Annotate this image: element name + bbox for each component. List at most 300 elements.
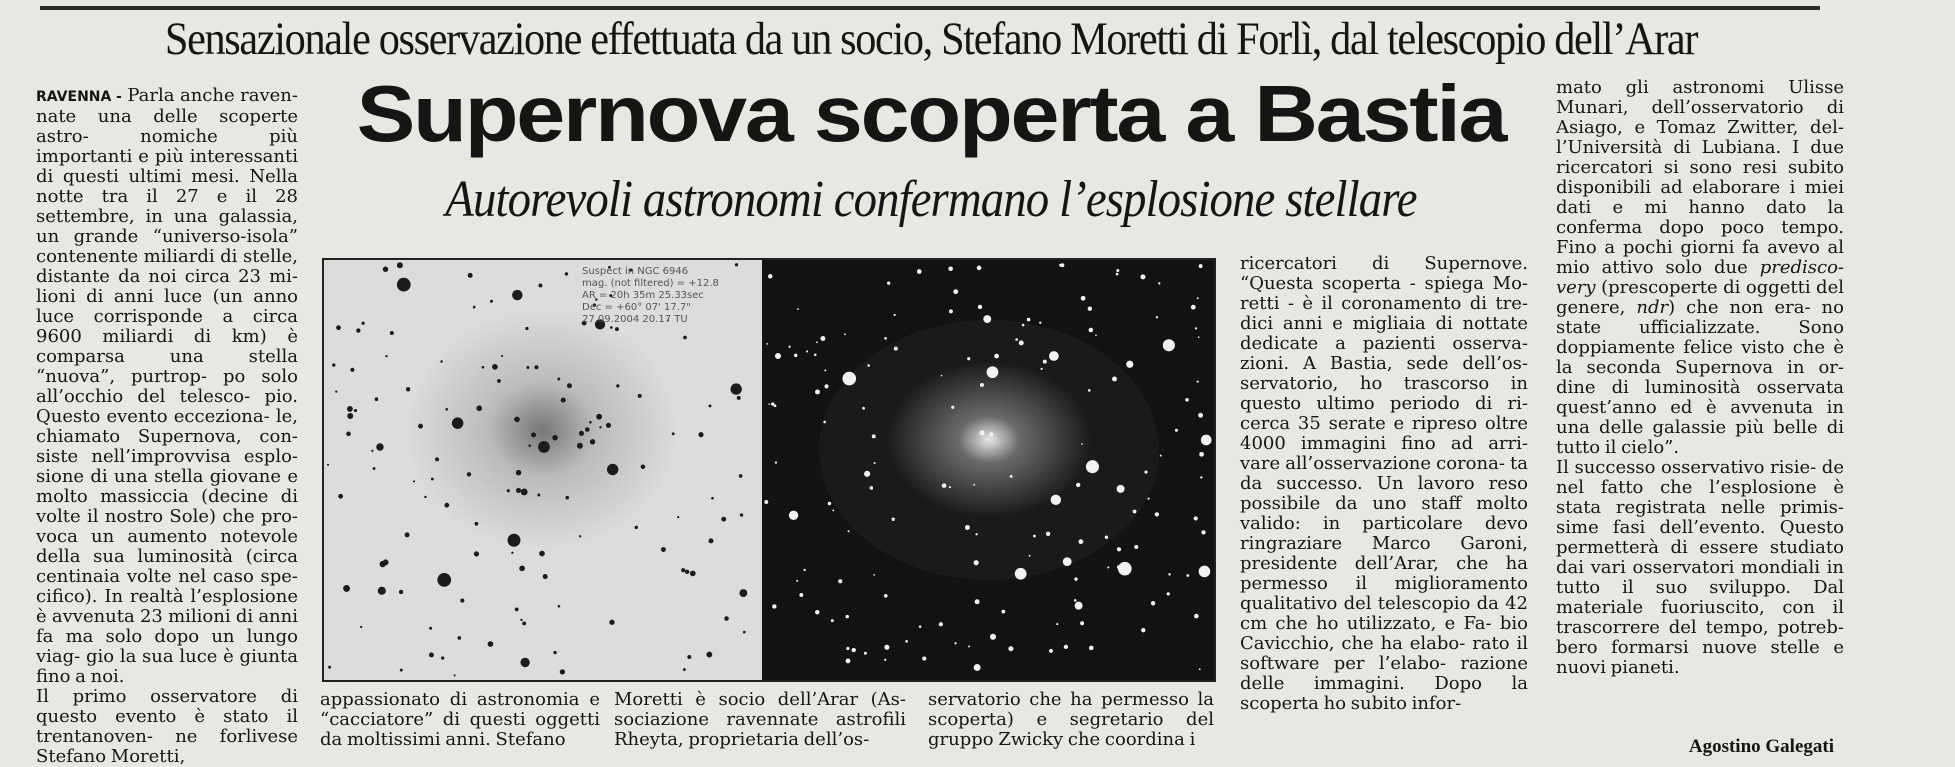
star: [789, 511, 798, 520]
star: [511, 552, 513, 554]
star: [1049, 351, 1059, 361]
star: [737, 396, 741, 400]
italic-run: ndr: [1636, 297, 1669, 318]
star: [354, 409, 357, 412]
star: [1001, 610, 1005, 614]
star: [1199, 452, 1204, 457]
star: [983, 315, 991, 323]
star: [685, 570, 689, 574]
star: [522, 621, 526, 625]
star: [356, 328, 360, 332]
star: [474, 522, 478, 526]
star: [1197, 381, 1199, 383]
star: [383, 559, 389, 565]
star: [740, 513, 743, 516]
star: [942, 483, 947, 488]
star: [797, 308, 799, 310]
star: [399, 278, 401, 280]
supernova-photos: [322, 258, 1216, 682]
star: [347, 406, 353, 412]
star: [1019, 340, 1024, 345]
paragraph: [1556, 78, 1844, 458]
star: [941, 375, 943, 377]
star: [641, 464, 646, 469]
star: [526, 366, 529, 369]
star: [1075, 602, 1083, 610]
star: [1112, 377, 1117, 382]
star: [1199, 264, 1203, 268]
star: [815, 390, 820, 395]
star: [440, 360, 443, 363]
star: [1074, 599, 1077, 602]
star: [968, 645, 970, 647]
star: [328, 666, 331, 669]
star: [1081, 443, 1083, 445]
star: [1148, 498, 1150, 500]
star: [360, 626, 362, 628]
star: [1186, 574, 1189, 577]
star: [698, 432, 703, 437]
star: [520, 619, 522, 621]
star: [579, 431, 584, 436]
star: [1160, 455, 1162, 457]
star: [681, 568, 685, 572]
italic-run: predisco- very: [1556, 257, 1844, 298]
star: [848, 530, 850, 532]
star: [1194, 614, 1199, 619]
caption-line: 27.09.2004 20.17 TU: [582, 314, 688, 325]
star: [474, 551, 479, 556]
star: [1195, 327, 1197, 329]
star: [967, 357, 970, 360]
star: [1039, 322, 1041, 324]
star: [1081, 296, 1086, 301]
star: [553, 651, 556, 654]
top-rule: [40, 6, 1820, 10]
star: [844, 333, 846, 335]
text-run: (prescoperte di oggetti del genere,: [1556, 277, 1844, 318]
star: [977, 266, 982, 271]
star: [497, 379, 501, 383]
star: [467, 472, 471, 476]
dateline: RAVENNA -: [36, 89, 122, 105]
star: [683, 668, 686, 671]
star: [452, 417, 464, 429]
star: [1049, 649, 1053, 653]
star: [335, 391, 337, 393]
star: [343, 585, 350, 592]
star: [1175, 429, 1178, 432]
star: [814, 353, 817, 356]
star: [965, 525, 970, 530]
subheadline: Autorevoli astronomi confermano l’esplosione stellare: [445, 171, 1417, 228]
caption-line: Dec = +60° 07' 17.7": [582, 302, 691, 313]
article-column-5: [1240, 254, 1528, 758]
star: [768, 274, 772, 278]
text-run: ) che non era- no state ufficializzate. Sono doppiamente felice visto che è la seconda Supernova in or- dine di luminosità osservata quest’anno ed è avvenuta in una delle galassie più belle di tutto il cielo”.: [1556, 297, 1844, 458]
star: [954, 642, 956, 644]
star: [397, 262, 403, 268]
article-column-3: [614, 690, 906, 754]
headline: Supernova scoperta a Bastia: [356, 69, 1506, 158]
star: [458, 636, 462, 640]
star: [635, 526, 638, 529]
star: [764, 500, 768, 504]
star: [816, 341, 818, 343]
star: [616, 384, 619, 387]
star: [687, 655, 691, 659]
star: [872, 434, 876, 438]
star: [521, 489, 528, 496]
star: [815, 610, 819, 614]
star: [1151, 601, 1155, 605]
star: [690, 571, 696, 577]
star: [1140, 274, 1145, 279]
star: [552, 435, 558, 441]
star: [332, 363, 335, 366]
paragraph: appassionato di astronomia e “cacciatore” di questi oggetti da moltissimi anni. Stefano: [320, 689, 600, 750]
star: [488, 641, 494, 647]
star: [867, 364, 870, 367]
star: [978, 305, 982, 309]
star: [1168, 573, 1170, 575]
star: [832, 510, 834, 512]
star: [803, 569, 805, 571]
star: [724, 616, 729, 621]
paragraph: servatorio che ha permesso la scoperta) e segretario del gruppo Zwicky che coordina i: [928, 689, 1214, 750]
star: [905, 640, 908, 643]
star: [1040, 368, 1042, 370]
star: [350, 368, 354, 372]
star: [884, 659, 886, 661]
star: [846, 659, 851, 664]
star: [1056, 623, 1058, 625]
star: [1117, 547, 1121, 551]
star: [516, 488, 521, 493]
star: [1158, 282, 1160, 284]
star: [919, 625, 922, 628]
star: [406, 387, 410, 391]
star: [525, 327, 528, 330]
photo-pair: [324, 260, 1214, 680]
star: [1198, 336, 1200, 338]
paragraph: Moretti è socio dell’Arar (As- sociazione ravennate astrofili Rheyta, proprietaria dell’os-: [614, 689, 906, 750]
star: [1107, 566, 1109, 568]
kicker: Sensazionale osservazione effettuata da un socio, Stefano Moretti di Forlì, dal telescopio dell’Arar: [164, 13, 1698, 65]
star: [565, 496, 569, 500]
star: [775, 353, 781, 359]
article-column-1: [36, 85, 298, 767]
star: [824, 384, 828, 388]
star: [590, 439, 595, 444]
star: [1144, 471, 1147, 474]
star: [987, 366, 999, 378]
star: [677, 516, 679, 518]
star: [1116, 269, 1119, 272]
star: [788, 346, 790, 348]
star: [683, 336, 687, 340]
star: [405, 532, 410, 537]
star: [1027, 318, 1031, 322]
star: [346, 432, 351, 437]
star: [534, 365, 538, 369]
star: [490, 300, 493, 303]
star: [492, 364, 498, 370]
star: [831, 619, 834, 622]
star: [383, 267, 388, 272]
star: [609, 620, 614, 625]
star: [1063, 557, 1072, 566]
star: [390, 331, 394, 335]
star: [476, 405, 482, 411]
star: [824, 369, 826, 371]
star: [1167, 592, 1170, 595]
star: [975, 599, 980, 604]
star: [873, 574, 875, 576]
star: [378, 587, 386, 595]
star: [1197, 297, 1199, 299]
star: [739, 474, 743, 478]
star: [429, 627, 432, 630]
star: [775, 461, 777, 463]
star: [711, 497, 714, 500]
star: [1076, 483, 1080, 487]
star: [796, 580, 798, 582]
star: [445, 408, 448, 411]
star: [980, 383, 984, 387]
star: [1156, 316, 1158, 318]
star: [806, 350, 808, 352]
star: [577, 443, 583, 449]
star: [823, 421, 826, 424]
star: [514, 417, 520, 423]
star: [894, 347, 898, 351]
star: [709, 538, 714, 543]
star: [1201, 435, 1212, 446]
star: [838, 579, 842, 583]
star: [441, 656, 444, 659]
star: [820, 336, 825, 341]
star: [437, 573, 451, 587]
star: [949, 309, 953, 313]
star: [520, 658, 529, 667]
star: [846, 615, 849, 618]
star: [538, 283, 542, 287]
star: [561, 398, 566, 403]
star: [1064, 645, 1068, 649]
star: [989, 432, 993, 436]
star: [706, 652, 712, 658]
star: [1199, 566, 1211, 578]
star: [1199, 668, 1201, 670]
star: [1022, 324, 1025, 327]
caption-line: AR = 20h 35m 25.33sec: [582, 290, 704, 301]
star: [585, 427, 590, 432]
article-column-4: [928, 690, 1214, 754]
star: [327, 464, 329, 466]
star: [538, 441, 550, 453]
star: [543, 574, 548, 579]
star: [1015, 338, 1018, 341]
star: [1141, 628, 1145, 632]
star: [567, 383, 572, 388]
star: [892, 518, 895, 521]
star: [771, 402, 774, 405]
paragraph: Il successo osservativo risie- de nel fatto che l’esplosione è stata registrata nelle primis- sime fasi dell’evento. Questo permetterà di essere studiato dai vari osservatori mondiali in tutto il suo sviluppo. Dal materiale fuoriuscito, con il trascorrere del tempo, potreb- bero formarsi nuove stelle e nuovi pianeti.: [1556, 457, 1844, 678]
galaxy-positive: [819, 320, 1159, 580]
star: [864, 652, 867, 655]
star: [768, 403, 770, 405]
star: [501, 355, 503, 357]
star: [1126, 361, 1133, 368]
star: [1089, 646, 1094, 651]
author-signature: Agostino Galegati: [1688, 736, 1834, 757]
star: [482, 366, 485, 369]
star: [1046, 532, 1050, 536]
star: [454, 674, 456, 676]
star: [799, 593, 803, 597]
star: [1051, 495, 1061, 505]
star: [894, 314, 896, 316]
star: [431, 478, 434, 481]
star: [1059, 264, 1062, 267]
star: [672, 432, 675, 435]
star: [599, 426, 601, 428]
star: [953, 289, 958, 294]
star: [507, 489, 510, 492]
star: [565, 272, 568, 275]
star: [424, 496, 426, 498]
star: [846, 647, 849, 650]
star: [951, 406, 954, 409]
star: [579, 535, 581, 537]
star: [444, 503, 449, 508]
star: [507, 534, 520, 547]
star: [473, 306, 476, 309]
star: [794, 354, 797, 357]
star: [429, 652, 434, 657]
star: [1095, 334, 1097, 336]
star: [560, 669, 565, 674]
caption-line: mag. (not filtered) = +12.8: [582, 278, 719, 289]
star: [413, 480, 415, 482]
star: [361, 322, 364, 325]
star: [1043, 360, 1047, 364]
star: [336, 325, 341, 330]
star: [739, 589, 747, 597]
star: [980, 430, 985, 435]
star: [435, 457, 439, 461]
star: [842, 372, 856, 386]
star: [884, 645, 889, 650]
star: [1089, 328, 1094, 333]
star: [1088, 307, 1092, 311]
star: [939, 622, 943, 626]
star: [1088, 389, 1091, 392]
star: [1198, 413, 1203, 418]
star: [512, 290, 522, 300]
star: [1074, 577, 1077, 580]
star: [1133, 510, 1137, 514]
star: [371, 450, 373, 452]
star: [1078, 539, 1083, 544]
star: [731, 383, 742, 394]
star: [589, 421, 592, 424]
star: [1029, 555, 1031, 557]
star: [874, 462, 876, 464]
star: [606, 423, 611, 428]
article-column-6: [1556, 78, 1844, 738]
text-run: mato gli astronomi Ulisse Munari, dell’osservatorio di Asiago, e Tomaz Zwitter, del- l’Università di Lubiana. I due ricercatori si sono resi subito disponibili ad elaborare i miei dati e mi hanno dato la conferma dopo poco tempo. Fino a pochi giorni fa avevo al mio attivo solo due: [1556, 77, 1844, 278]
star: [922, 656, 926, 660]
star: [610, 326, 613, 329]
caption-line: Suspect in NGC 6946: [582, 266, 689, 277]
star: [1015, 568, 1027, 580]
star: [1008, 646, 1013, 651]
star: [1185, 398, 1189, 402]
star: [375, 397, 379, 401]
star: [1117, 565, 1121, 569]
star: [887, 281, 890, 284]
star: [385, 355, 387, 357]
star: [531, 432, 536, 437]
star: [400, 669, 403, 672]
star: [1134, 545, 1138, 549]
star: [772, 604, 776, 608]
star: [399, 590, 403, 594]
star: [994, 354, 999, 359]
star: [735, 263, 738, 266]
star: [708, 404, 711, 407]
star: [1116, 273, 1119, 276]
star: [539, 551, 545, 557]
star: [1155, 512, 1159, 516]
star: [528, 444, 531, 447]
star: [661, 547, 666, 552]
star: [1191, 305, 1196, 310]
star: [974, 560, 979, 565]
star: [418, 424, 423, 429]
star: [1105, 536, 1108, 539]
star: [884, 337, 887, 340]
article-column-2: [320, 690, 600, 754]
star: [515, 608, 519, 612]
star: [468, 273, 473, 278]
star: [1200, 476, 1202, 478]
star: [1033, 535, 1036, 538]
star: [1201, 530, 1205, 534]
star: [721, 517, 726, 522]
star: [1117, 485, 1125, 493]
star: [828, 502, 832, 506]
paragraph: Parla anche raven- nate una delle scoperte astro- nomiche più importanti e più interessanti di questi ultimi mesi. Nella notte tra il 27 e il 28 settembre, in una galassia, un grande “universo-isola” contenente miliardi di stelle, distante da noi circa 23 mi- lioni di anni luce (un anno luce corrisponde a circa 9600 miliardi di km) è comparsa una stella “nuova”, purtrop- po solo all’occhio del telesco- pio. Questo evento eccezionа- le, chiamato Supernova, con- siste nell’improvvisa esplo- sione di una stella giovane e molto massiccia (decine di volte il nostro Sole) che pro- voca un aumento notevole della sua luminosità (circa centinaia volte nel caso spe- cifico). In realtà l’esplosione è avvenuta 23 milioni di anni fa ma solo dopo un lungo viag- gio la sua luce è giunta fino a noi.: [36, 85, 298, 687]
star: [948, 266, 953, 271]
star: [864, 471, 870, 477]
star: [1010, 475, 1013, 478]
star: [990, 634, 996, 640]
star: [1163, 339, 1175, 351]
star: [870, 486, 874, 490]
star: [338, 494, 343, 499]
star: [1080, 621, 1084, 625]
star: [376, 443, 384, 451]
paragraph: Il primo osservatore di questo evento è stato il trentanoven- ne forlivese Stefano Moretti,: [36, 686, 298, 767]
star: [766, 343, 768, 345]
star: [974, 664, 981, 671]
star: [884, 594, 888, 598]
star: [1194, 516, 1198, 520]
paragraph: ricercatori di Supernove. “Questa scoperta - spiega Mo- retti - è il coronamento di tre- dici anni e migliaia di nottate dedicate a pazienti osserva- zioni. A Bastia, sede dell’os- servatorio, ho trascorso in questo ultimo periodo di ri- cerca 35 serate e ripreso oltre 4000 immagini fino ad arri- vare all’osservazione corona- ta da successo. Un lavoro reso possibile da uno staff molto valido: in particolare devo ringraziare Marco Garoni, presidente dell’Arar, che ha permesso il miglioramento qualitativo del telescopio da 42 cm che ho utilizzato, e Fa- bio Cavicchio, che ha elabo- rato il software per l’elabo- razione delle immagini. Dopo la scoperta ho subito infor-: [1240, 253, 1528, 714]
